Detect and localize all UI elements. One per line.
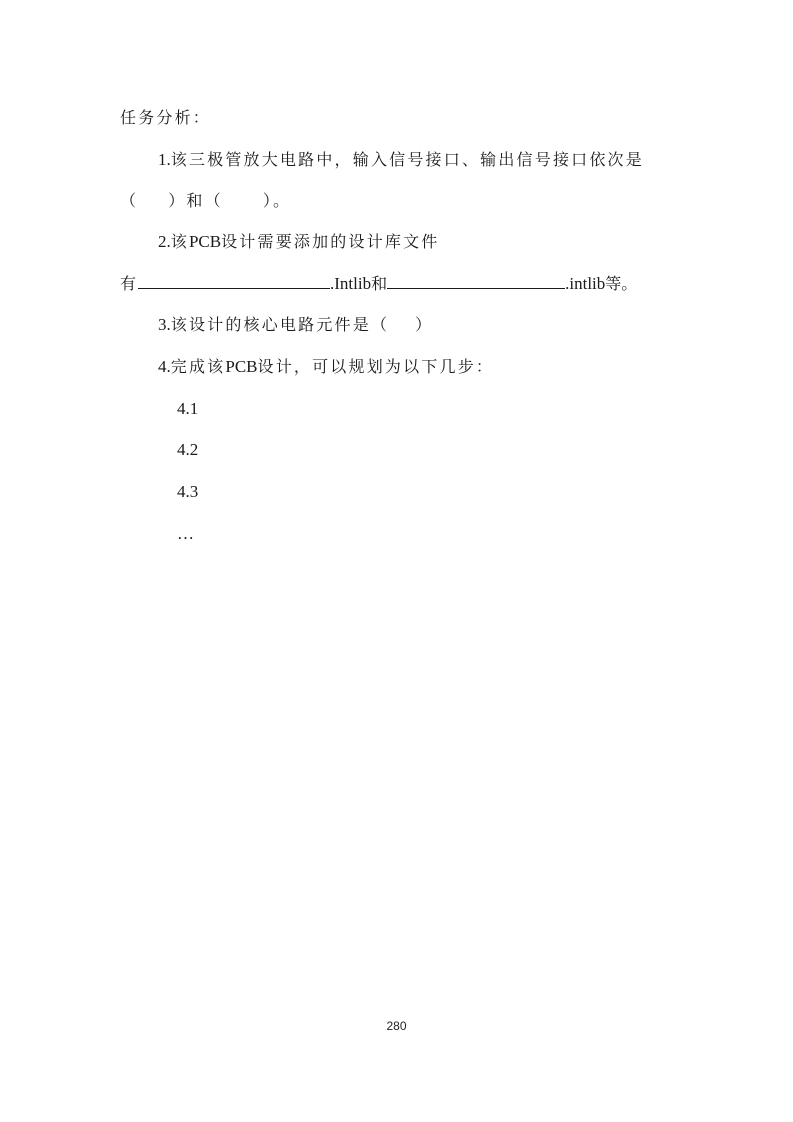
question-1-number: 1. (158, 150, 171, 169)
question-2-and: 和 (371, 274, 388, 293)
question-1-paren-close-and: ）和（ (168, 191, 223, 210)
question-3-text: 该设计的核心电路元件是（ (170, 315, 390, 334)
question-3-number: 3. (158, 315, 171, 334)
heading-text: 任务分析： (120, 108, 212, 127)
question-2-ext-2: .intlib (565, 274, 606, 293)
question-2-number: 2. (158, 232, 171, 251)
question-4 (158, 357, 494, 377)
question-1-line-2 (120, 191, 291, 211)
question-2-you: 有 (120, 274, 137, 293)
question-2-line-1 (158, 232, 440, 252)
question-2-blank-1 (138, 274, 330, 289)
page-number: 280 (386, 1019, 407, 1033)
question-2-blank-2 (387, 274, 565, 289)
step-ellipsis: … (177, 524, 194, 543)
question-2-pre: 该 (170, 232, 189, 251)
question-4-pcb: PCB (225, 357, 258, 376)
step-4-3: 4.3 (177, 482, 199, 501)
question-2-ext-1: .Intlib (330, 274, 372, 293)
question-2-line-2 (120, 274, 637, 294)
question-1-text: 该三极管放大电路中，输入信号接口、输出信号接口依次是 (170, 150, 644, 169)
step-4-1: 4.1 (177, 399, 199, 418)
question-4-text: 设计，可以规划为以下几步： (257, 357, 495, 376)
question-1-paren-open: （ (120, 191, 139, 210)
question-2-text: 设计需要添加的设计库文件 (221, 232, 440, 251)
question-2-pcb: PCB (188, 232, 222, 251)
question-2-etc: 等。 (605, 274, 638, 293)
question-1-line-1 (158, 150, 644, 170)
section-heading (120, 108, 211, 128)
question-4-number: 4. (158, 357, 171, 376)
question-4-pre: 完成该 (170, 357, 226, 376)
question-1-paren-close-end: ）。 (262, 191, 292, 210)
question-3-paren-close: ） (415, 315, 434, 334)
question-3 (158, 315, 433, 335)
step-4-2: 4.2 (177, 440, 199, 459)
